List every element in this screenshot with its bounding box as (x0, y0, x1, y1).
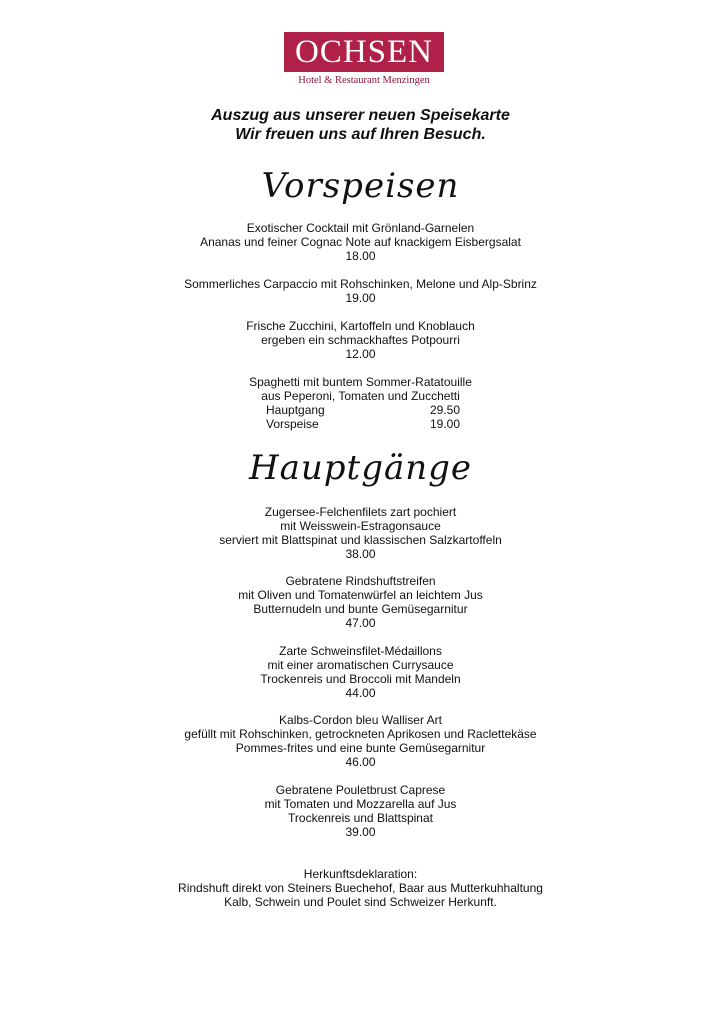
origin-title: Herkunftsdeklaration: (303, 867, 418, 881)
dish-description: Ananas und feiner Cognac Note auf knackigem Eisbergsalat (200, 235, 521, 249)
option-label: Hauptgang (266, 403, 325, 417)
menu-item (0, 783, 721, 839)
dish-description: mit einer aromatischen Currysauce (267, 658, 454, 672)
section-heading-hauptgaenge: Hauptgänge (248, 448, 473, 488)
logo-name: OCHSEN (294, 33, 434, 70)
restaurant-logo (284, 32, 444, 90)
dish-name: Zugersee-Felchenfilets zart pochiert (264, 505, 457, 519)
dish-name: Spaghetti mit buntem Sommer-Ratatouille (249, 375, 472, 389)
menu-item (0, 713, 721, 769)
dish-name: Sommerliches Carpaccio mit Rohschinken, Melone und Alp-Sbrinz (184, 277, 537, 291)
intro-line-2: Wir freuen uns auf Ihren Besuch. (235, 126, 486, 143)
dish-description: serviert mit Blattspinat und klassischen Salzkartoffeln (219, 533, 502, 547)
dish-description: Pommes-frites und eine bunte Gemüsegarnitur (235, 741, 486, 755)
dish-name: Zarte Schweinsfilet-Médaillons (279, 644, 442, 658)
dish-price: 39.00 (345, 825, 376, 839)
origin-declaration (0, 867, 721, 909)
menu-item (0, 277, 721, 305)
dish-description: Butternudeln und bunte Gemüsegarnitur (253, 602, 468, 616)
dish-name: Gebratene Pouletbrust Caprese (275, 783, 446, 797)
menu-item (0, 375, 721, 403)
option-price: 29.50 (430, 403, 461, 417)
intro-text (0, 106, 721, 144)
menu-item (0, 644, 721, 700)
dish-name: Frische Zucchini, Kartoffeln und Knoblauch (246, 319, 475, 333)
dish-name: Gebratene Rindshuftstreifen (285, 574, 436, 588)
menu-item (0, 505, 721, 561)
dish-description: gefüllt mit Rohschinken, getrockneten Aprikosen und Raclettekäse (184, 727, 537, 741)
dish-description: ergeben ein schmackhaftes Potpourri (261, 333, 460, 347)
dish-price: 18.00 (345, 249, 376, 263)
dish-price: 12.00 (345, 347, 376, 361)
logo-banner (284, 32, 444, 72)
dish-name: Exotischer Cocktail mit Grönland-Garnelen (246, 221, 475, 235)
origin-line-2: Kalb, Schwein und Poulet sind Schweizer Herkunft. (224, 895, 497, 909)
intro-line-1: Auszug aus unserer neuen Speisekarte (211, 107, 510, 124)
dish-price: 47.00 (345, 616, 376, 630)
section-heading-vorspeisen: Vorspeisen (261, 166, 460, 206)
dish-description: Trockenreis und Broccoli mit Mandeln (260, 672, 461, 686)
dish-price: 38.00 (345, 547, 376, 561)
dish-price: 19.00 (345, 291, 376, 305)
origin-line-1: Rindshuft direkt von Steiners Buechehof, Baar aus Mutterkuhhaltung (178, 881, 543, 895)
dish-price: 44.00 (345, 686, 376, 700)
dish-price: 46.00 (345, 755, 376, 769)
dish-description: mit Weisswein-Estragonsauce (280, 519, 441, 533)
option-label: Vorspeise (266, 417, 319, 431)
logo-subtitle: Hotel & Restaurant Menzingen (298, 75, 430, 86)
option-price: 19.00 (430, 417, 461, 431)
menu-item (0, 574, 721, 630)
dish-name: Kalbs-Cordon bleu Walliser Art (279, 713, 442, 727)
menu-item (0, 319, 721, 361)
dish-description: Trockenreis und Blattspinat (288, 811, 433, 825)
dish-description: mit Oliven und Tomatenwürfel an leichtem Jus (238, 588, 483, 602)
dish-description: aus Peperoni, Tomaten und Zucchetti (261, 389, 460, 403)
dish-description: mit Tomaten und Mozzarella auf Jus (264, 797, 457, 811)
menu-item (0, 221, 721, 263)
